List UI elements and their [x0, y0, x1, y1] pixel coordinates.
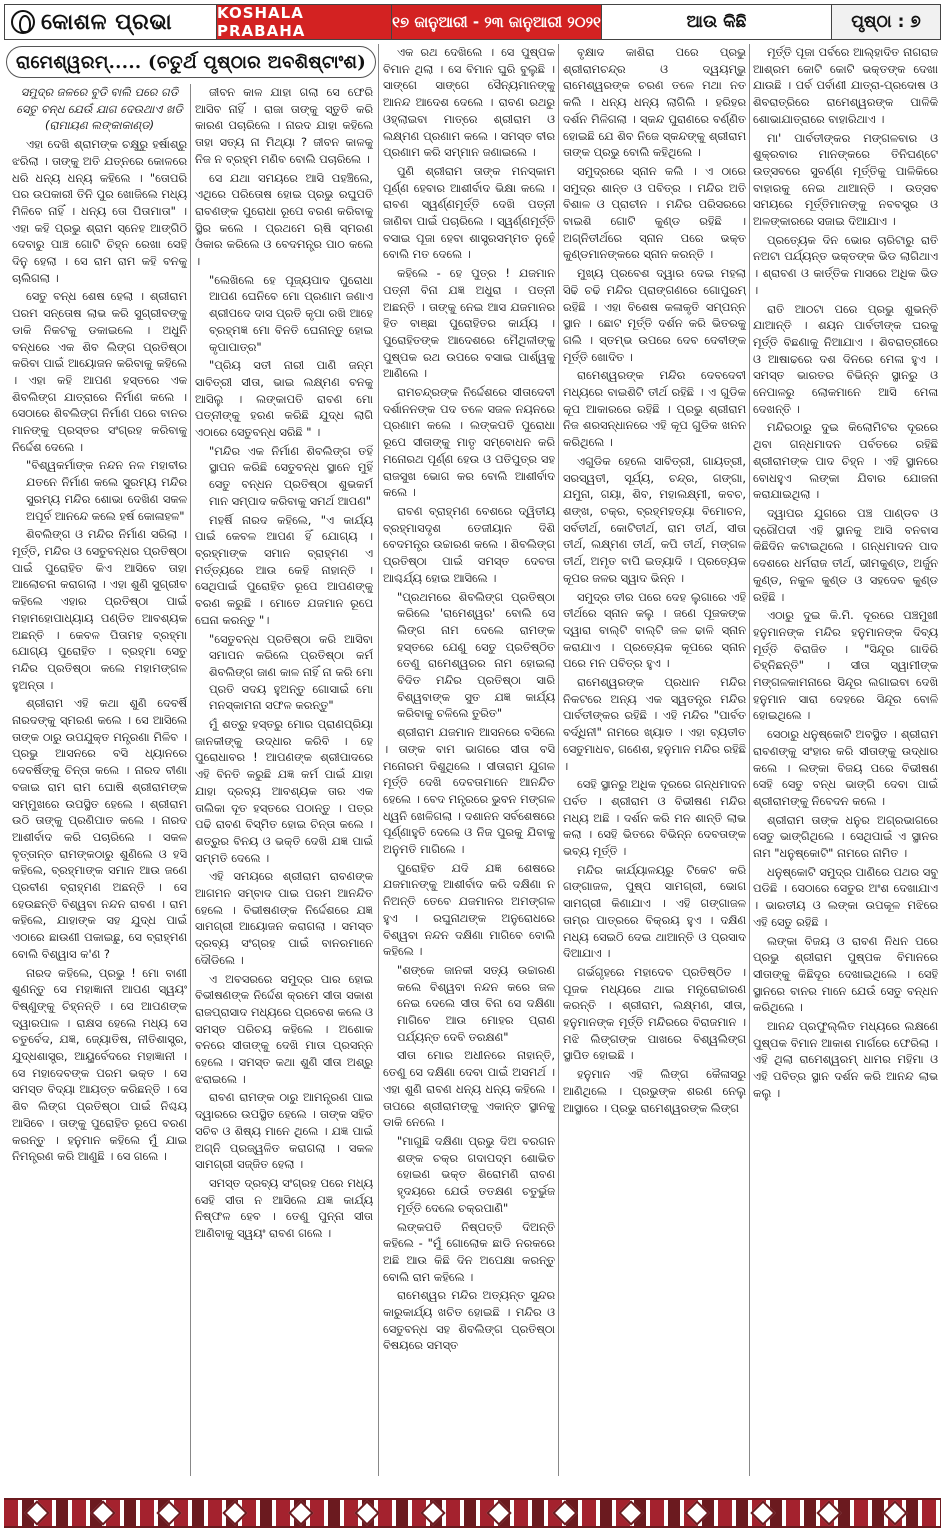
- paragraph: ଲଙ୍କା ବିଜୟ ଓ ରାବଣ ନିଧନ ପରେ ପ୍ରଭୁ ଶ୍ରୀରାମ ପୁଷ୍ପକ ବିମାନରେ ସୀତାଙ୍କୁ କିଛିଦୂର ଦେଖାଇଥିଲେ । ସେହି ସ୍ଥାନରେ ବାନର ମାନେ ଯେଉଁ ସେତୁ ବନ୍ଧନ କରିଥିଲେ ।: [753, 933, 938, 1015]
- newspaper-title: କୋଶଳ ପ୍ରଭା: [41, 9, 173, 35]
- diamond-ornament-icon: [816, 1500, 841, 1525]
- paragraph: ପ୍ରତ୍ୟେକ ଦିନ ଭୋର ଚାରିଟାରୁ ରାତି ନଅଟା ପର୍ଯ୍ୟନ୍ତ ଭକ୍ତଙ୍କ ଭିଡ ଲାଗିଥାଏ । ଶ୍ରାବଣ ଓ କାର୍ତ୍ତିକ ମାସରେ ଅଧିକ ଭିଡ ।: [753, 232, 938, 297]
- paragraph: ପୁଣି ଶ୍ରୀରାମ ତାଙ୍କ ମନସ୍କାମ ପୂର୍ଣ୍ଣ ହେବାର ଆଶୀର୍ବାଦ ଭିକ୍ଷା କଲେ । ରାବଣ ସ୍ୱର୍ଣ୍ଣମୂର୍ତ୍ତି ଦେଖି ପତ୍ନୀ ଜାଣିବା ପାଇଁ ପଚାରିଲେ । ସ୍ୱର୍ଣ୍ଣମୂର୍ତ୍ତି ବସାଇ ପୂଜା ହେବା ଶାସ୍ତ୍ରସମ୍ମତ ନୁହେଁ ବୋଲି ମତ ଦେଲେ ।: [383, 163, 555, 262]
- paragraph: ସମୁଦ୍ରରେ ସ୍ନାନ କଲି । ଏ ଠାରେ ସମୁଦ୍ର ଶାନ୍ତ ଓ ପବିତ୍ର । ମନ୍ଦିର ଅତି ବିଶାଳ ଓ ପ୍ରାଚୀନ । ମନ୍ଦିର ପରିସରରେ ବାଇଶି ଗୋଟି କୁଣ୍ଡ ରହିଛି । ଅଗ୍ନିତୀର୍ଥରେ ସ୍ନାନ ପରେ ଭକ୍ତ କୁଣ୍ଡମାନଙ୍କରେ ସ୍ନାନ କରନ୍ତି ।: [563, 163, 746, 262]
- lamp-emblem-icon: [11, 10, 35, 34]
- paragraph: ଶ୍ରୀରାମ ଏହି କଥା ଶୁଣି ଦେବର୍ଷି ନାରଦଙ୍କୁ ସ୍ମରଣ କଲେ । ସେ ଆସିଲେ ତାଙ୍କ ଠାରୁ ଉପଯୁକ୍ତ ମନ୍ତ୍ରଣା ମିଳିବ । ପ୍ରଭୁ ଆସନରେ ବସି ଧ୍ୟାନରେ ଦେବର୍ଷିଙ୍କୁ ଚିନ୍ତା କଲେ । ନାରଦ ବୀଣା ବଜାଇ ରାମ ରାମ ଘୋଷି ଶ୍ରୀରାମଙ୍କ ସମ୍ମୁଖରେ ଉପସ୍ଥିତ ହେଲେ । ଶ୍ରୀରାମ ଉଠି ତାଙ୍କୁ ପ୍ରଣିପାତ କଲେ । ନାରଦ ଆଶୀର୍ବାଦ କରି ପଚାରିଲେ । ସକଳ ବୃତ୍ତାନ୍ତ ରାମଙ୍କଠାରୁ ଶୁଣିଲେ ଓ ହସି କହିଲେ, ବ୍ରହ୍ମାଙ୍କ ସମାନ ଆଉ ଜଣେ ପ୍ରବୀଣ ବ୍ରାହ୍ମଣ ଅଛନ୍ତି । ସେ ହେଉଛନ୍ତି ବିଶ୍ୱବା ନନ୍ଦନ ରାବଣ । ରାମ କହିଲେ, ଯାହାଙ୍କ ସହ ଯୁଦ୍ଧ ପାଇଁ ଏଠାରେ ଛାଉଣୀ ପକାଇଛୁ, ସେ ବ୍ରାହ୍ମଣ ବୋଲି ବିଶ୍ୱାସ କ'ଣ ?: [12, 696, 187, 961]
- page-number-box: [832, 5, 940, 39]
- paragraph: ନାରଦ କହିଲେ, ପ୍ରଭୁ ! ମୋ ବାଣୀ ଶୁଣନ୍ତୁ ସେ ମହାଜ୍ଞାନୀ ଆପଣ ସ୍ୱୟଂ ବିଷ୍ଣୁଙ୍କୁ ଚିହ୍ନନ୍ତି । ସେ ଆପଣଙ୍କ ଦ୍ୱାରପାଳ । ରାକ୍ଷସ ହେଲେ ମଧ୍ୟ ସେ ଚତୁର୍ବେଦ, ଯଜ୍ଞ, ଜ୍ୟୋତିଷ, ନୀତିଶାସ୍ତ୍ର, ଯୁଦ୍ଧଶାସ୍ତ୍ର, ଆୟୁର୍ବେଦରେ ମହାଜ୍ଞାନୀ । ସେ ମହାଦେବଙ୍କ ପରମ ଭକ୍ତ । ସେ ସମସ୍ତ ବିଦ୍ୟା ଆୟତ୍ତ କରିଛନ୍ତି । ସେ ଶିବ ଲିଙ୍ଗ ପ୍ରତିଷ୍ଠା ପାଇଁ ନିଶ୍ଚୟ ଆସିବେ । ତାଙ୍କୁ ପୁରୋହିତ ରୂପେ ବରଣ କରନ୍ତୁ । ହନୁମାନ କହିଲେ ମୁଁ ଯାଇ ନିମନ୍ତ୍ରଣ କରି ଆଣୁଛି । ସେ ଗଲେ ।: [12, 965, 187, 1164]
- article-headline: ରାମେଶ୍ୱରମ୍..... (ଚତୁର୍ଥ ପୃଷ୍ଠାର ଅବଶିଷ୍ଟାଂଶ): [6, 46, 376, 78]
- paragraph: ମୁଖ୍ୟ ପ୍ରବେଶ ଦ୍ୱାର ଦେଇ ମହଲା ସିଢି ଚଢି ମନ୍ଦିର ପ୍ରାଙ୍ଗଣରେ ଗୋପୁରମ୍ ରହିଛି । ଏହା ବିଶେଷ କଳାକୃତି ସମ୍ପନ୍ନ ସ୍ଥାନ । ଛୋଟ ମୂର୍ତ୍ତି ଦର୍ଶନ କରି ଭିତରକୁ ଗଲି । ସ୍ତମ୍ଭ ଉପରେ ଦେବ ଦେବୀଙ୍କ ମୂର୍ତ୍ତି ଖୋଦିତ ।: [563, 266, 746, 364]
- paragraph: ଦ୍ୱାପର ଯୁଗରେ ପଞ୍ଚ ପାଣ୍ଡବ ଓ ଦ୍ରୌପଦୀ ଏହି ସ୍ଥାନକୁ ଆସି ବନବାସ କିଛିଦିନ କଟାଇଥିଲେ । ଗନ୍ଧମାଦନ ପାଦ ଦେଶରେ ଧର୍ମରାଜ ତୀର୍ଥ, ଭୀମକୁଣ୍ଡ, ଅର୍ଜୁନ କୁଣ୍ଡ, ନକୁଳ କୁଣ୍ଡ ଓ ସହଦେବ କୁଣ୍ଡ ରହିଛି ।: [753, 505, 938, 604]
- article-column-4: [563, 44, 746, 1476]
- paragraph: ରାମେଶ୍ୱର ମନ୍ଦିର ଅତ୍ୟନ୍ତ ସୁନ୍ଦର କାରୁକାର୍ଯ୍ୟ ଖଚିତ ହୋଇଛି । ମନ୍ଦିର ଓ ସେତୁବନ୍ଧ ସହ ଶିବଲିଙ୍ଗ ପ୍ରତିଷ୍ଠା ବିଷୟରେ ସମସ୍ତ: [383, 1288, 555, 1353]
- paragraph: ଏଗୁଡିକ ହେଲେ ସାବିତ୍ରୀ, ଗାୟତ୍ରୀ, ସରସ୍ୱତୀ, ସୂର୍ଯ୍ୟ, ଚନ୍ଦ୍ର, ଗଙ୍ଗା, ଯମୁନା, ଗୟା, ଶିବ, ମହାଲକ୍ଷ୍ମୀ, କବଚ, ଶଙ୍ଖ, ଚକ୍ର, ବ୍ରହ୍ମହତ୍ୟା ବିମୋଚନ, ସର୍ବତୀର୍ଥ, କୋଟିତୀର୍ଥ, ରାମ ତୀର୍ଥ, ସୀତା ତୀର୍ଥ, ଲକ୍ଷ୍ମଣ ତୀର୍ଥ, କପି ତୀର୍ଥ, ମଙ୍ଗଳ ତୀର୍ଥ, ଅମୃତ ବାପି ଇତ୍ୟାଦି । ପ୍ରତ୍ୟେକ କୂପର ଜଳର ସ୍ୱାଦ ଭିନ୍ନ ।: [563, 453, 746, 585]
- diamond-ornament-icon: [684, 1500, 709, 1525]
- page-label: ପୃଷ୍ଠା :: [851, 12, 905, 32]
- paragraph: ସେତୁ ବନ୍ଧ ଶେଷ ହେଲା । ଶ୍ରୀରାମ ପରମ ସନ୍ତୋଷ ଲାଭ କରି ସୁଗ୍ରୀବଙ୍କୁ ଡାକି ନିକଟକୁ ଡକାଇଲେ । ଅଧୁନି ବନ୍ଧରେ ଏକ ଶିବ ଲିଙ୍ଗ ପ୍ରତିଷ୍ଠା କରିବା ପାଇଁ ଆୟୋଜନ କରିବାକୁ କହିଲେ । ଏହା କହି ଆପଣ ହସ୍ତରେ ଏକ ଶିବଲିଙ୍ଗ ଯାତ୍ରାରେ ନିର୍ମାଣ କଲେ । ସେଠାରେ ଶିବଲିଙ୍ଗ ନିର୍ମାଣ ପରେ ବାନର ମାନଙ୍କୁ ପ୍ରସ୍ତର ସଂଗ୍ରହ କରିବାକୁ ନିର୍ଦ୍ଦେଶ ଦେଲେ ।: [12, 289, 187, 454]
- paragraph: ମୂର୍ତ୍ତି ପୂଜା ପର୍ବରେ ଆଲ୍ହାଦିତ ନାଗରାଜ ଆଶ୍ରମ କୋଟି କୋଟି ଭକ୍ତଙ୍କ ଦେଖା ଯାଉଛି । ପର୍ବ ପର୍ବାଣୀ ଯାତ୍ରା-ପ୍ରଦୋଷ ଓ ଶିବରାତ୍ରିରେ ରାମେଶ୍ୱରଙ୍କ ପାଳିକି ଶୋଭାଯାତ୍ରାରେ ବାହାରିଥାଏ ।: [753, 45, 938, 126]
- paragraph: ସୀତା ମୋର ଅଧୀନରେ ନାହାନ୍ତି, ତେଣୁ ସେ ଦକ୍ଷିଣା ଦେବା ପାଇଁ ଅସମର୍ଥ । ଏହା ଶୁଣି ରାବଣ ଧନ୍ୟ ଧନ୍ୟ କହିଲେ । ତାପରେ ଶ୍ରୀରାମଙ୍କୁ ଏକାନ୍ତ ସ୍ଥାନକୁ ଡାକି ନେଲେ ।: [383, 1048, 555, 1130]
- paragraph: ଏକ ରଥ ଦେଖିଲେ । ସେ ପୁଷ୍ପକ ବିମାନ ଥିଲା । ସେ ବିମାନ ଘୁରି ବୁଲୁଛି । ସାଙ୍ଗେ ସାଙ୍ଗେ ସୈନ୍ୟମାନଙ୍କୁ ଆନନ୍ଦ ଆଦେଶ ଦେଲେ । ରାବଣ ରଥରୁ ଓହ୍ଲାଇବା ମାତ୍ରେ ଶ୍ରୀରାମ ଓ ଲକ୍ଷ୍ମଣ ପ୍ରଣାମ କଲେ । ସମସ୍ତ ବୀର ପ୍ରଣାମ କରି ସମ୍ମାନ ଜଣାଇଲେ ।: [383, 45, 555, 160]
- paragraph: ମହର୍ଷି ନାରଦ କହିଲେ, "ଏ କାର୍ଯ୍ୟ ପାଇଁ କେବଳ ଆପଣ ହିଁ ଯୋଗ୍ୟ । ବ୍ରହ୍ମାଙ୍କ ସମାନ ବ୍ରାହ୍ମଣ ଏ ମର୍ତ୍ତ୍ୟରେ ଆଉ କେହି ନାହାନ୍ତି । ସେଥିପାଇଁ ପୁରୋହିତ ରୂପେ ଆପଣଙ୍କୁ ବରଣ କରୁଛି । ମୋତେ ଯଜମାନ ରୂପେ ଘେନା କରନ୍ତୁ "।: [195, 512, 373, 627]
- article-column-1: [12, 84, 187, 1476]
- paragraph: ଶିବଲିଙ୍ଗ ଓ ମନ୍ଦିର ନିର୍ମାଣ ସରିଲା । ମୂର୍ତ୍ତି, ମନ୍ଦିର ଓ ସେତୁବନ୍ଧର ପ୍ରତିଷ୍ଠା ପାଇଁ ପୁରୋହିତ କିଏ ଆସିବେ ତାହା ଆଲୋଚନା କରାଗଲା । ଏହା ଶୁଣି ସୁଗ୍ରୀବ କହିଲେ ଏହାର ପ୍ରତିଷ୍ଠା ପାଇଁ ମହାମହୋପାଧ୍ୟାୟ ପଣ୍ଡିତ ଆବଶ୍ୟକ ଅଛନ୍ତି । କେବଳ ପିତାମହ ବ୍ରହ୍ମା ଯୋଗ୍ୟ ପୁରୋହିତ । ବ୍ରହ୍ମା ସେତୁ ମନ୍ଦିର ପ୍ରତିଷ୍ଠା କଲେ ମହାମଙ୍ଗଳ ହୁଅନ୍ତା ।: [12, 527, 187, 692]
- paragraph: ରାମଚନ୍ଦ୍ରଙ୍କ ନିର୍ଦ୍ଦେଶରେ ସୀତାଦେବୀ ଦର୍ଶାନନଙ୍କ ପଦ ତଳେ ସଜଳ ନୟନରେ ପ୍ରଣାମ କଲେ । ଲଙ୍କପତି ପୁରୋଧା ରୂପେ ସୀତାଙ୍କୁ ମାତୃ ସମ୍ବୋଧନ କରି ମନୋରଥ ପୂର୍ଣ୍ଣ ହେଉ ଓ ପତିପୁତ୍ର ସହ ରାଜସୁଖ ଭୋଗ କର ବୋଲି ଆଶୀର୍ବାଦ କଲେ ।: [383, 385, 555, 500]
- diamond-ornament-icon: [354, 1500, 379, 1525]
- paragraph: ଶ୍ରୀରାମ ତାଙ୍କ ଧନୁର ଅଗ୍ରଭାଗରେ ସେତୁ ଭାଙ୍ଗିଥିଲେ । ସେଥିପାଇଁ ଏ ସ୍ଥାନର ନାମ "ଧନୁଷ୍କୋଟି" ନାମରେ ନାମିତ ।: [753, 812, 938, 861]
- paragraph: ସେ ଯଥା ସମୟରେ ଆସି ପହଞ୍ଚିଲେ, ଏଥିରେ ପରିତୋଷ ହୋଇ ପ୍ରଭୁ ରଘୁପତି ରାବଣଙ୍କ ପୁରୋଧା ରୂପେ ବରଣ କରିବାକୁ ସ୍ଥିର କଲେ । ପ୍ରଥମେ ଋଷି ସ୍ମରଣ ଓଁକାର କରିଲେ ଓ ବେଦମନ୍ତ୍ର ପାଠ କଲେ ।: [195, 170, 373, 269]
- issue-dates: ୧୭ ଜାନୁଆରୀ - ୨୩ ଜାନୁଆରୀ ୨୦୨୧: [392, 5, 602, 39]
- paragraph: ମା' ପାର୍ବତୀଙ୍କର ମଙ୍ଗଳବାର ଓ ଶୁକ୍ରବାର ମାନଙ୍କରେ ତିନିଘଣ୍ଟେ ଉତ୍ସବରେ ସୁବର୍ଣ୍ଣ ମୂର୍ତ୍ତିକୁ ପାଳିକିରେ ବାହାରକୁ ନେଇ ଥାଆନ୍ତି । ଉତ୍ସବ ସମୟରେ ମୂର୍ତ୍ତିମାନଙ୍କୁ ନବବସ୍ତ୍ର ଓ ଅଳଙ୍କାରରେ ସଜାଇ ଦିଆଯାଏ ।: [753, 130, 938, 229]
- diamond-ornament-icon: [486, 1500, 511, 1525]
- paragraph: ଧନୁଷ୍କୋଟି ସମୁଦ୍ର ପାଣିରେ ପଥର ସବୁ ପଡିଛି । ସେଠାରେ ସେତୁର ଅଂଶ ଦେଖାଯାଏ । ଭାରତୀୟ ଓ ଲଙ୍କା ଉପକୂଳ ମଝିରେ ଏହି ସେତୁ ରହିଛି ।: [753, 864, 938, 929]
- verse-quote: "ଶଙ୍କେ ଜାନକୀ ସତ୍ୟ ଉଚ୍ଚାରଣ କଲେ ବିଶ୍ୱବା ନନ୍ଦନ କରେ ଜଳ ନେଇ ଦେଲେ ସୀତା ବିନା ସେ ଦକ୍ଷିଣା ମାଗିବେ ଆଉ ମୋହର ପ୍ରାଣ ପର୍ଯ୍ୟନ୍ତ ଦେବି ତରକ୍ଷଣ": [397, 962, 555, 1044]
- diamond-ornament-icon: [750, 1500, 775, 1525]
- paragraph: ଲଙ୍କପତି ନିଷ୍ପତ୍ତି ଦିଅନ୍ତି କହିଲେ - "ମୁଁ ଗୋଲୋକ ଛାଡି ନରକରେ ଅଛି ଆଉ କିଛି ଦିନ ଅପେକ୍ଷା କରନ୍ତୁ ବୋଲି ରାମ କହିଲେ ।: [383, 1219, 555, 1284]
- paragraph: ମନ୍ଦିରଠାରୁ ଦୁଇ କିଲୋମିଟର ଦୂରରେ ଥିବା ଗନ୍ଧମାଦନ ପର୍ବତରେ ରହିଛି ଶ୍ରୀରାମଙ୍କ ପାଦ ଚିହ୍ନ । ଏହି ସ୍ଥାନରେ ବୋଧହୁଏ ଲଙ୍କା ଯିବାର ଯୋଜନା କରାଯାଇଥିଲା ।: [753, 420, 938, 502]
- paragraph: ପୁରୋହିତ ଯଦି ଯଜ୍ଞ ଶେଷରେ ଯଜମାନଙ୍କୁ ଆଶୀର୍ବାଦ କରି ଦକ୍ଷିଣା ନ ନିଅନ୍ତି ତେବେ ଯଜମାନର ଅମଙ୍ଗଳ ହୁଏ । ରଘୁନାଥଙ୍କ ଅନୁରୋଧରେ ବିଶ୍ୱବା ନନ୍ଦନ ଦକ୍ଷିଣା ମାଗିବେ ବୋଲି କହିଲେ ।: [383, 860, 555, 959]
- paragraph: ଶ୍ରୀରାମ ଯଜମାନ ଆସନରେ ବସିଲେ । ତାଙ୍କ ବାମ ଭାଗରେ ସୀତା ବସି ମନୋରମ ଦିଶୁଥିଲେ । ସୀତାରାମ ଯୁଗଳ ମୂର୍ତ୍ତି ଦେଖି ଦେବତାମାନେ ଆନନ୍ଦିତ ହେଲେ । ବେଦ ମନ୍ତ୍ରରେ ଭୁବନ ମଙ୍ଗଳ ଧ୍ୱନି ଖେଳିଗଲା । ଦଶାନନ ସର୍ବଶେଷରେ ପୂର୍ଣ୍ଣାହୁତି ଦେଲେ ଓ ନିଜ ପୁରକୁ ଯିବାକୁ ଅନୁମତି ମାଗିଲେ ।: [383, 725, 555, 857]
- paragraph: ମନ୍ଦିର କାର୍ଯ୍ୟାଳୟରୁ ଟିକେଟ କରି ଗଙ୍ଗାଜଳ, ପୁଷ୍ପ ସାମଗ୍ରୀ, ଭୋଗ ସାମଗ୍ରୀ କିଣାଯାଏ । ଏହି ଗଙ୍ଗାଜଳ ତାମ୍ର ପାତ୍ରରେ ବିକ୍ରୟ ହୁଏ । ଦକ୍ଷିଣ ମଧ୍ୟ ସେଇଠି ଦେଇ ଥାଆନ୍ତି ଓ ପ୍ରସାଦ ଦିଆଯାଏ ।: [563, 862, 746, 961]
- paragraph: ଏହା ଦେଖି ଶ୍ରାମଙ୍କ ଚକ୍ଷୁରୁ ହର୍ଷାଶ୍ରୁ ଝରିଲା । ତାଙ୍କୁ ଅତି ଯତ୍ନରେ କୋଳରେ ଧରି ଧନ୍ୟ ଧନ୍ୟ କହିଲେ । "ତୋପରି ପର ଉପକାରୀ ତିନି ପୁର ଖୋଜିଲେ ମଧ୍ୟ ମିଳିବେ ନାହିଁ । ଧନ୍ୟ ତୋ ପିତାମାତା" । ଏହା କହି ପ୍ରଭୁ ଶ୍ରାମ ସ୍ନେହ ଆଙ୍ଗିଠି ଦେବାରୁ ପାଞ୍ଚ ଗୋଟି ଚିହ୍ନ ରେଖା ସେହି ଦିନୁ ହେଲା । ସେ ରାମ ରାମ କହି ବନକୁ ଚାଲିଗଲା ।: [12, 137, 187, 285]
- paragraph: ରାତି ଆଠଟା ପରେ ପ୍ରଭୁ ଶୁଭନ୍ତି ଯାଆନ୍ତି । ଶୟନ ପାର୍ବତୀଙ୍କ ଘରକୁ ମୂର୍ତ୍ତି ବିଛଣାକୁ ନିଆଯାଏ । ଶିବରାତ୍ରୀରେ ଓ ଆଷାଢରେ ଦଶ ଦିନରେ ମେଳା ହୁଏ । ସମସ୍ତ ଭାରତର ବିଭିନ୍ନ ସ୍ଥାନରୁ ଓ ନେପାଳରୁ ଲୋକମାନେ ଆସି ମେଳା ଦେଖନ୍ତି ।: [753, 301, 938, 416]
- paragraph: ରାମେଶ୍ୱରଙ୍କ ମନ୍ଦିର ଦେବଦେବୀ ମଧ୍ୟରେ ବାଇଶିଟି ତୀର୍ଥ ରହିଛି । ଏ ଗୁଡିକ କୂପ ଆକାରରେ ରହିଛି । ପ୍ରଭୁ ଶ୍ରୀରାମ ନିଜ ଶରସନ୍ଧାନରେ ଏହି କୂପ ଗୁଡିକ ଖନନ କରିଥିଲେ ।: [563, 368, 746, 450]
- paragraph: ଏ ଅବସରରେ ସମୁଦ୍ର ପାର ହୋଇ ବିଭୀଷଣଙ୍କ ନିର୍ଦ୍ଦେଶ କ୍ରମେ ସୀତା ସକାଶ ରାଜପ୍ରାସାଦ ମଧ୍ୟରେ ପ୍ରବେଶ କଲେ ଓ ସମସ୍ତ ପରିଚୟ କହିଲେ । ଅଶୋକ ବନରେ ସୀତାଙ୍କୁ ଦେଖି ମାତା ପ୍ରସନ୍ନ ହେଲେ । ସମସ୍ତ କଥା ଶୁଣି ସୀତା ଅଶ୍ରୁ ଝରାଇଲେ ।: [195, 971, 373, 1086]
- paragraph: ବୃକ୍ଷାଦ କାଶିରା ପରେ ପ୍ରଭୁ ଶ୍ରୀରାମଚନ୍ଦ୍ର ଓ ଦ୍ୱୟମ୍ଭୁ ରାମେଶ୍ୱରଙ୍କ ଚରଣ ତଳେ ମଥା ନତ କଲି । ଧନ୍ୟ ଧନ୍ୟ ଲାଗିଲି । ହରିହର ଦର୍ଶନ ମିଳିଗଲା । ସ୍କନ୍ଦ ପୁରାଣରେ ବର୍ଣ୍ଣିତ ହୋଇଛି ଯେ ଶିବ ନିଜେ ସ୍କନ୍ଦଙ୍କୁ ଶ୍ରୀରାମ ତାଙ୍କ ପ୍ରଭୁ ବୋଲି କହିଥିଲେ ।: [563, 45, 746, 160]
- column-divider: [749, 44, 750, 1476]
- paragraph: ସେଠାରୁ ଧନୁଷ୍କୋଟି ଅବସ୍ଥିତ । ଶ୍ରୀରାମ ରାବଣଙ୍କୁ ସଂହାର କରି ସୀତାଙ୍କୁ ଉଦ୍ଧାର କଲେ । ଲଙ୍କା ବିଜୟ ପରେ ବିଭୀଷଣ ସେହି ସେତୁ ବନ୍ଧ ଭାଙ୍ଗି ଦେବା ପାଇଁ ଶ୍ରୀରାମଙ୍କୁ ନିବେଦନ କଲେ ।: [753, 727, 938, 808]
- diamond-ornament-icon: [552, 1500, 577, 1525]
- verse-quote: "ବିଶ୍ୱକର୍ମାଙ୍କ ନନ୍ଦନ ନଳ ମହାବୀର ଯତନେ ନିର୍ମାଣ କଲେ ସୁରମ୍ୟ ମନ୍ଦିର ସୁରମ୍ୟ ମନ୍ଦିର ଶୋଭା ଦେଖିଣ ସକଳ ଅପୂର୍ବ ଆନନ୍ଦେ କଲେ ହର୍ଷ କୋଳାହଳ": [26, 458, 187, 523]
- article-column-2: [195, 84, 373, 1476]
- page-number: ୭: [910, 12, 921, 32]
- diamond-ornament-icon: [24, 1500, 49, 1525]
- brand-name: KOSHALA PRABAHA: [217, 5, 392, 39]
- paragraph: ରାମେଶ୍ୱରଙ୍କ ପ୍ରଧାନ ମନ୍ଦିର ନିକଟରେ ଅନ୍ୟ ଏକ ସ୍ୱତନ୍ତ୍ର ମନ୍ଦିର ପାର୍ବତୀଙ୍କର ରହିଛି । ଏହି ମନ୍ଦିର "ପାର୍ବତ ବର୍ଦ୍ଧିନୀ" ନାମରେ ଖ୍ୟାତ । ଏହା ବ୍ୟତୀତ ସେତୁମାଧବ, ଗଣେଶ, ହନୁମାନ ମନ୍ଦିର ରହିଛି ।: [563, 675, 746, 773]
- article-column-3: [383, 44, 555, 1476]
- verse-quote: "ମନ୍ଦିର ଏକ ନିର୍ମାଣ ଶିବଲିଙ୍ଗ ତହିଁ ସ୍ଥାପନ କରିଛି ସେତୁବନ୍ଧ ସ୍ଥାନେ ମୁହିଁ ସେତୁ ବନ୍ଧନ ପ୍ରତିଷ୍ଠା ଶୁଭକର୍ମ ମାନ ସମ୍ପାଦ କରିବାକୁ ସମର୍ଥ ଆପଣ": [209, 443, 373, 508]
- column-divider: [558, 44, 559, 1476]
- paragraph: ସମୁଦ୍ର ଜଳରେ ବୁଡି ବାଲି ପରେ ଗଡି ସେତୁ ବନ୍ଧ ଯେଉଁ ଯାଗ ଦେଉଥାଏ ଖଡି (ରାମାୟଣ ଲଙ୍କାକାଣ୍ଡ): [16, 85, 183, 133]
- verse-quote: "ମାଗୁଛି ଦକ୍ଷିଣା ପ୍ରଭୁ ଦିଅ ବରଗନ ଶଙ୍କ ଚକ୍ର ଗଦାପଦ୍ମ ଶୋଭିତ ହୋଇଣ ଭକ୍ତ ଶିରୋମଣି ରାବଣ ହୃଦୟରେ ଯେଉଁ ତତକ୍ଷଣ ଚତୁର୍ଭୁଜ ମୂର୍ତ୍ତି ଦେଲେ ଚକ୍ରପାଣି": [397, 1134, 555, 1215]
- paragraph: ମୁଁ ଶତ୍ରୁ ହସ୍ତରୁ ମୋର ପ୍ରାଣପ୍ରିୟା ଜାନକୀଙ୍କୁ ଉଦ୍ଧାର କରିବି । ହେ ପୁରୋଧାବର ! ଆପଣଙ୍କ ଶ୍ରୀପାଦରେ ଏହି ବିନତି କରୁଛି ଯଜ୍ଞ କର୍ମ ପାଇଁ ଯାହା ଯାହା ଦ୍ରବ୍ୟ ଆବଶ୍ୟକ ତାର ଏକ ତାଲିକା ଦୂତ ହସ୍ତରେ ପଠାନ୍ତୁ । ପତ୍ର ପଢି ରାବଣ ବିସ୍ମିତ ହୋଇ ଚିନ୍ତା କଲେ । ଶତ୍ରୁର ବିନୟ ଓ ଭକ୍ତି ଦେଖି ଯଜ୍ଞ ପାଇଁ ସମ୍ମତି ଦେଲେ ।: [195, 717, 373, 865]
- verse-quote: "ସେତୁବନ୍ଧ ପ୍ରତିଷ୍ଠା କରି ଆସିବା ସମାପନ କରିଲେ ପ୍ରତିଷ୍ଠା କର୍ମ ଶିବଲିଙ୍ଗ ଜାଣ କାଳ ନାହିଁ ନା କରି ମୋ ପ୍ରତି ସଦୟ ହୁଅନ୍ତୁ ଗୋସାଇଁ ମୋ ମନସ୍କାମନା ସଫଳ କରନ୍ତୁ": [209, 631, 373, 713]
- masthead-logo: [5, 5, 217, 39]
- verse-quote: "ଲେଖିଲେ ହେ ପୂଜ୍ୟପାଦ ପୁରୋଧା ଆପଣ ଘେନିବେ ମୋ ପ୍ରଣାମ ଜଣାଏ ଶ୍ରୀପଦେ ଦାସ ପ୍ରତି କୃପା ରଖି ଆହେ ବ୍ରହ୍ମଜ୍ଞ ମୋ ବିନତି ଘେନାନ୍ତୁ ହୋଇ କୃପାପାତ୍ର": [209, 272, 373, 354]
- section-title: ଆଉ କିଛି: [602, 5, 832, 39]
- diamond-ornament-icon: [90, 1500, 115, 1525]
- diamond-ornament-icon: [420, 1500, 445, 1525]
- decorative-footer-border: [4, 1498, 941, 1528]
- paragraph: "ପ୍ରିୟ ସତୀ ନାରୀ ପାଣି ଜନ୍ମ ସାବିତ୍ରୀ ସୀତା, ଭାଇ ଲକ୍ଷ୍ମଣ ବନକୁ ଆସିଲୁ । ଲଙ୍କାପତି ରାବଣ ମୋ ପତ୍ନୀଙ୍କୁ ହରଣ କରିଛି ଯୁଦ୍ଧ ଲାଗି ଏଠାରେ ସେତୁବନ୍ଧ ସରିଛି " ।: [195, 358, 373, 440]
- paragraph: ରାବଣ ବ୍ରାହ୍ମଣ ବେଶରେ ଦ୍ୱିତୀୟ ବ୍ରହ୍ମାସଦୃଶ ତେଜୀୟାନ ଦିଶି ବେଦମନ୍ତ୍ର ଉଚ୍ଚାରଣ କଲେ । ଶିବଲିଙ୍ଗ ପ୍ରତିଷ୍ଠା ପାଇଁ ସମସ୍ତ ଦେବତା ଆଶ୍ଚର୍ଯ୍ୟ ହୋଇ ଆସିଲେ ।: [383, 503, 555, 585]
- paragraph: ସମୁଦ୍ର ତୀର ପରେ ଦେହ ଲୁଗାରେ ଏହି ତୀର୍ଥରେ ସ୍ନାନ କଲୁ । ଜଣେ ପୂଜକଙ୍କ ଦ୍ୱାରା ବାଲ୍ଟି ବାଲ୍ଟି ଜଳ ଢାଳି ସ୍ନାନ କରାଯାଏ । ପ୍ରତ୍ୟେକ କୂପରେ ସ୍ନାନ ପରେ ମନ ପବିତ୍ର ହୁଏ ।: [563, 589, 746, 671]
- diamond-ornament-icon: [882, 1500, 907, 1525]
- diamond-ornament-icon: [618, 1500, 643, 1525]
- column-divider: [190, 84, 191, 1476]
- paragraph: ଏହି ସମୟରେ ଶ୍ରୀରାମ ରାବଣଙ୍କ ଆଗମନ ସମ୍ବାଦ ପାଇ ପରମ ଆନନ୍ଦିତ ହେଲେ । ବିଭୀଷଣଙ୍କ ନିର୍ଦ୍ଦେଶରେ ଯଜ୍ଞ ସାମଗ୍ରୀ ଆୟୋଜନ କରାଗଲା । ସମସ୍ତ ଦ୍ରବ୍ୟ ସଂଗ୍ରହ ପାଇଁ ବାନରମାନେ ଦୌଡିଲେ ।: [195, 869, 373, 967]
- diamond-ornament-icon: [156, 1500, 181, 1525]
- diamond-ornament-icon: [222, 1500, 247, 1525]
- paragraph: ରାବଣ ରାମଙ୍କ ଠାରୁ ଆମନ୍ତ୍ରଣ ପାଇ ଦ୍ୱାରରେ ଉପସ୍ଥିତ ହେଲେ । ତାଙ୍କ ସହିତ ସଚିବ ଓ ଶିଷ୍ୟ ମାନେ ଥିଲେ । ଯଜ୍ଞ ପାଇଁ ଅଗ୍ନି ପ୍ରଜ୍ୱଳିତ କରାଗଲା । ସକଳ ସାମଗ୍ରୀ ସଜ୍ଜିତ ହେଲା ।: [195, 1090, 373, 1172]
- diamond-ornament-icon: [288, 1500, 313, 1525]
- paragraph: ଆନନ୍ଦ ପ୍ରଫୁଲ୍ଲିତ ମଧ୍ୟରେ ଲକ୍ଷଣେ ପୁଷ୍ପକ ବିମାନ ଆକାଶ ମାର୍ଗରେ ଫେରିଲା । ଏହି ଥିଲା ରାମେଶ୍ୱରମ୍ ଧାମର ମହିମା ଓ ଏହି ପବିତ୍ର ସ୍ଥାନ ଦର୍ଶନ କରି ଆନନ୍ଦ ଲାଭ କଲୁ ।: [753, 1019, 938, 1100]
- paragraph: ଗର୍ଭଗୃହରେ ମହାଦେବ ପ୍ରତିଷ୍ଠିତ । ପୂଜକ ମଧ୍ୟରେ ଥାଇ ମନ୍ତ୍ରୋଚ୍ଚାରଣ କରନ୍ତି । ଶ୍ରୀରାମ, ଲକ୍ଷ୍ମଣ, ସୀତା, ହନୁମାନଙ୍କ ମୂର୍ତ୍ତି ମନ୍ଦିରରେ ବିରାଜମାନ । ମଝି ଲିଙ୍ଗଙ୍କ ପାଖରେ ବିଶ୍ୱଲିଙ୍ଗ ସ୍ଥାପିତ ହୋଇଛି ।: [563, 964, 746, 1063]
- masthead: [4, 4, 941, 40]
- column-divider: [378, 44, 379, 1476]
- paragraph: କହିଲେ - ହେ ପୁତ୍ର ! ଯଜମାନ ପତ୍ନୀ ବିନା ଯଜ୍ଞ ଅଧୁରା । ପତ୍ନୀ ଅଛନ୍ତି । ତାଙ୍କୁ ନେଇ ଆସ ଯଜମାନର ହିତ ବାଞ୍ଛା ପୁରୋହିତର କାର୍ଯ୍ୟ । ପୁରୋହିତଙ୍କ ଆଦେଶରେ ମୈଥିଳୀଙ୍କୁ ପୁଷ୍ପକ ରଥ ଉପରେ ବସାଇ ପାର୍ଶ୍ୱକୁ ଆଣିଲେ ।: [383, 266, 555, 381]
- article-column-5: [753, 44, 938, 1476]
- paragraph: ଏଠାରୁ ଦୁଇ କି.ମି. ଦୂରରେ ପଞ୍ଚମୁଖୀ ହନୁମାନଙ୍କ ମନ୍ଦିର ହନୁମାନଙ୍କ ଦିବ୍ୟ ମୂର୍ତ୍ତି ବିରାଜିତ । "ସିନ୍ଦୂର ଗାଦିରି ଚିହ୍ନିଛନ୍ତି" । ସୀତା ସ୍ୱାମୀଙ୍କ ମଙ୍ଗଳକାମନାରେ ସିନ୍ଦୂର ଲଗାଇବା ଦେଖି ହନୁମାନ ସାରା ଦେହରେ ସିନ୍ଦୂର ବୋଳି ହୋଇଥିଲେ ।: [753, 608, 938, 723]
- verse-quote: "ପ୍ରଥମରେ ଶିବଲିଙ୍ଗ ପ୍ରତିଷ୍ଠା କରିଲେ 'ରାମେଶ୍ୱର' ବୋଲି ସେ ଲିଙ୍ଗ ନାମ ଦେଲେ ରାମଙ୍କ ହସ୍ତରେ ଯେଣୁ ସେତୁ ପ୍ରତିଷ୍ଠିତ ତେଣୁ ରାମେଶ୍ୱରର ନାମ ହୋଇଲା ବିଦିତ ମନ୍ଦିର ପ୍ରତିଷ୍ଠା ସାରି ବିଶ୍ୱବାଙ୍କ ସୁତ ଯଜ୍ଞ କାର୍ଯ୍ୟ କରିବାକୁ ଚଳିଲେ ତୁରିତ": [397, 589, 555, 721]
- paragraph: ହନୁମାନ ଏହି ଲିଙ୍ଗ କୈଳାସରୁ ଆଣିଥିଲେ । ପ୍ରଭୁଙ୍କ ଶରଣ ନେଲୁ ଆସ୍ଥାରେ । ପ୍ରଭୁ ରାମେଶ୍ୱରଙ୍କ ଲିଙ୍ଗ: [563, 1067, 746, 1115]
- paragraph: ସେହି ସ୍ଥାନରୁ ଅଧିକ ଦୂରରେ ଗନ୍ଧମାଦନ ପର୍ବତ । ଶ୍ରୀରାମ ଓ ବିଭୀଷଣ ମନ୍ଦିର ମଧ୍ୟ ଅଛି । ଦର୍ଶନ କରି ମନ ଶାନ୍ତି ଲାଭ କଲା । ସେହି ଭିତରେ ବିଭିନ୍ନ ଦେବତାଙ୍କ ଭବ୍ୟ ମୂର୍ତ୍ତି ।: [563, 777, 746, 859]
- paragraph: ଜୀବନ କାଳ ଯାହା ଗଲା ସେ ଫେରି ଆସିବ ନାହିଁ । ରାଜା ତାଙ୍କୁ ସ୍ତୁତି କରି କାରଣ ପଚାରିଲେ । ନାରଦ ଯାହା କହିଲେ ତାହା ସତ୍ୟ ନା ମିଥ୍ୟା ? ଜୀବନ କାଳକୁ ନିଜ ନ ବ୍ରହ୍ମ ମଣିବ ବୋଲି ପଚାରିଲେ ।: [195, 85, 373, 166]
- paragraph: ସମସ୍ତ ଦ୍ରବ୍ୟ ସଂଗ୍ରହ ପରେ ମଧ୍ୟ ସେହି ସୀତା ନ ଆସିଲେ ଯଜ୍ଞ କାର୍ଯ୍ୟ ନିଷ୍ଫଳ ହେବ । ତେଣୁ ପୁନ୍ନା ସୀତା ଆଣିବାକୁ ସ୍ୱୟଂ ରାବଣ ଗଲେ ।: [195, 1176, 373, 1241]
